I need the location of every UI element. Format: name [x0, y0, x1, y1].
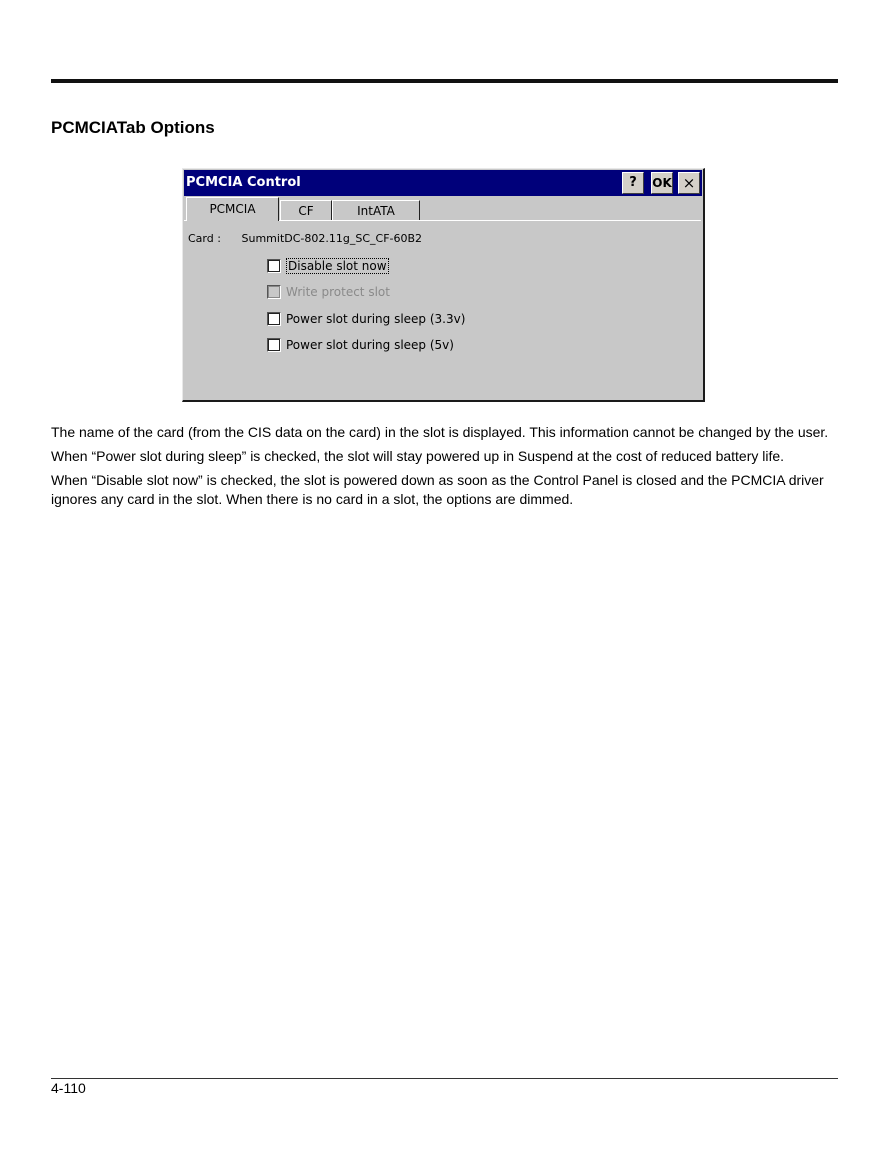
paragraph-power-slot: When “Power slot during sleep” is checked, the slot will stay powered up in Suspend at the cost of reduced battery life.	[51, 448, 785, 464]
paragraph-card-name: The name of the card (from the CIS data on the card) in the slot is displayed. This information cannot be changed by the user.	[51, 424, 829, 440]
option-power-sleep-5v[interactable]	[267, 338, 454, 352]
card-label: Card :	[188, 232, 221, 245]
card-value: SummitDC-802.11g_SC_CF-60B2	[241, 232, 423, 245]
top-rule	[51, 79, 838, 83]
page-number: 4-110	[51, 1080, 86, 1096]
tab-intata[interactable]: IntATA	[332, 200, 420, 220]
card-info	[188, 232, 422, 245]
section-heading: PCMCIATab Options	[51, 118, 215, 137]
option-write-protect	[267, 285, 390, 299]
power-sleep-3v3-checkbox[interactable]	[267, 312, 281, 326]
option-power-sleep-3v3[interactable]	[267, 312, 465, 326]
pcmcia-control-dialog	[182, 168, 705, 402]
ok-button[interactable]: OK	[651, 172, 673, 194]
footer-rule	[51, 1078, 838, 1079]
power-sleep-5v-label[interactable]: Power slot during sleep (5v)	[286, 338, 454, 352]
power-sleep-5v-checkbox[interactable]	[267, 338, 281, 352]
paragraph-disable-slot: When “Disable slot now” is checked, the slot is powered down as soon as the Control Panel is closed and the PCMCIA driver ignores any card in the slot. When there is no card in a slot, the options are dimmed.	[51, 472, 824, 507]
write-protect-checkbox	[267, 285, 281, 299]
dialog-titlebar	[184, 170, 702, 196]
close-button[interactable]: ×	[678, 172, 700, 194]
disable-slot-checkbox[interactable]	[267, 259, 281, 273]
power-sleep-3v3-label[interactable]: Power slot during sleep (3.3v)	[286, 312, 466, 326]
help-button[interactable]: ?	[622, 172, 644, 194]
tab-cf[interactable]: CF	[280, 200, 332, 220]
dialog-title: PCMCIA Control	[186, 175, 301, 190]
write-protect-label: Write protect slot	[286, 285, 390, 299]
option-disable-slot[interactable]	[267, 258, 389, 274]
disable-slot-label[interactable]: Disable slot now	[288, 259, 387, 273]
tab-pcmcia[interactable]: PCMCIA	[186, 197, 279, 221]
